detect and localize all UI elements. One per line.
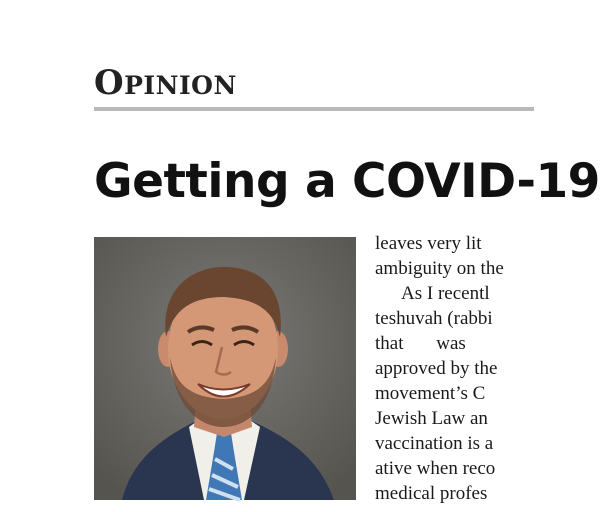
column-line: approved by the bbox=[375, 358, 498, 379]
column-line: ambiguity on the bbox=[375, 258, 504, 279]
column-line: medical profes bbox=[375, 483, 488, 504]
section-label bbox=[94, 63, 237, 103]
section-rule bbox=[94, 107, 534, 111]
section-label-initial: O bbox=[94, 63, 125, 103]
column-line: movement’s C bbox=[375, 383, 486, 404]
column-line: vaccination is a bbox=[375, 433, 494, 454]
section-label-rest: PINION bbox=[124, 71, 237, 100]
portrait-illustration bbox=[94, 237, 356, 500]
article-headline: Getting a COVID-19 bbox=[94, 154, 600, 209]
column-line: teshuvah (rabbi bbox=[375, 308, 493, 329]
column-line: ative when reco bbox=[375, 458, 496, 479]
column-line bbox=[375, 331, 575, 356]
column-line: Jewish Law an bbox=[375, 408, 488, 429]
article-column bbox=[375, 231, 575, 506]
author-photo bbox=[94, 237, 356, 500]
column-line: leaves very lit bbox=[375, 233, 482, 254]
column-line-spaced: that was bbox=[375, 333, 466, 354]
column-line: As I recentl bbox=[401, 283, 490, 304]
